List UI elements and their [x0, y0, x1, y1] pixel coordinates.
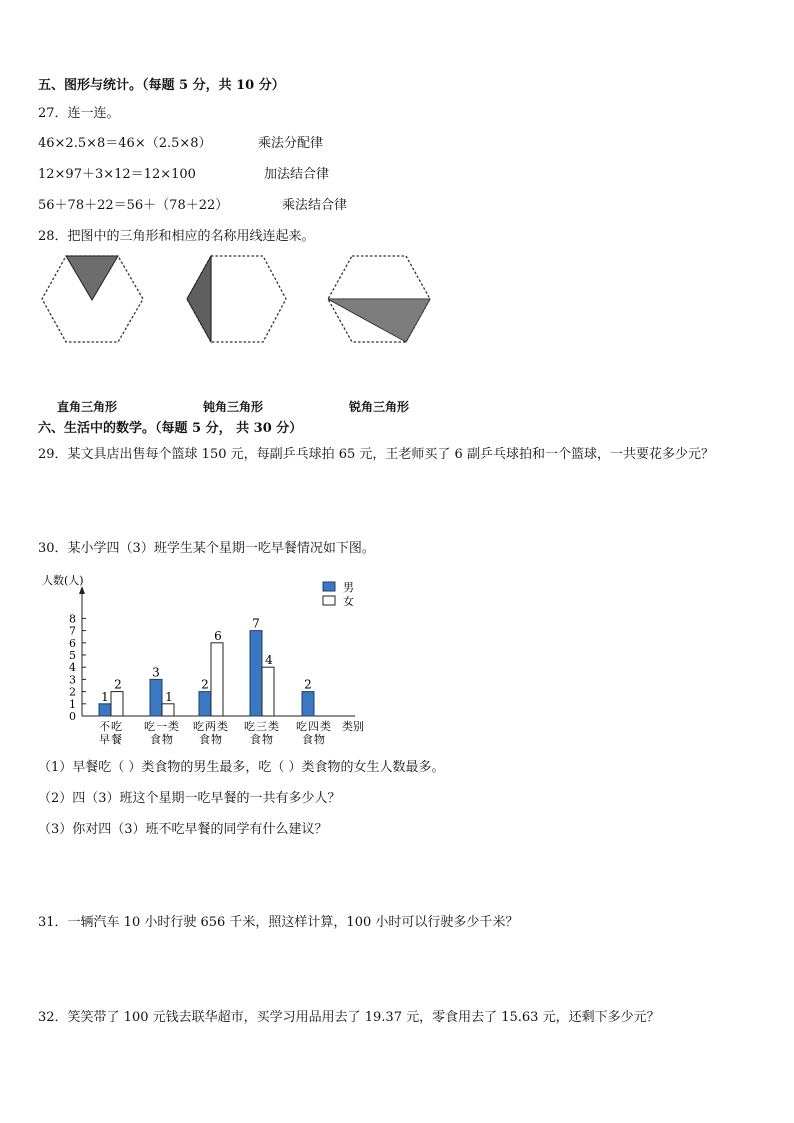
- hexagon-3: [328, 256, 430, 342]
- category-label: 食物: [250, 733, 274, 746]
- bar-label-female: 2: [114, 677, 122, 692]
- y-tick-label: 8: [69, 612, 76, 626]
- bar-female: [211, 643, 223, 716]
- q31-text: 31．一辆汽车 10 小时行驶 656 千米，照这样计算，100 小时可以行驶多少千米？: [38, 915, 519, 930]
- y-axis-label: 人数(人): [42, 574, 84, 587]
- q27-expr-1: 46×2.5×8＝46×（2.5×8）: [38, 136, 212, 151]
- q27-expr-3: 56＋78＋22＝56＋（78＋22）: [38, 198, 229, 213]
- category-label: 食物: [302, 733, 326, 746]
- legend-label-male: 男: [343, 581, 354, 594]
- category-label: 食物: [150, 733, 174, 746]
- q32-text: 32．笑笑带了 100 元钱去联华超市，买学习用品用去了 19.37 元，零食用去了 15.63 元，还剩下多少元？: [38, 1010, 660, 1025]
- q30-stem: 30．某小学四（3）班学生某个星期一吃早餐情况如下图。: [38, 541, 375, 556]
- bar-male: [99, 704, 111, 716]
- q27-law-2: 加法结合律: [264, 167, 330, 182]
- q28-stem: 28．把图中的三角形和相应的名称用线连起来。: [38, 229, 315, 244]
- q30-sub1: （1）早餐吃（ ）类食物的男生最多，吃（ ）类食物的女生人数最多。: [38, 760, 445, 775]
- hexagon-2: [187, 256, 286, 342]
- bar-female: [111, 692, 123, 716]
- bar-label-male: 2: [201, 677, 209, 692]
- bar-label-female: 1: [165, 689, 173, 704]
- label-acute-triangle: 锐角三角形: [349, 400, 410, 414]
- bar-female: [162, 704, 174, 716]
- y-tick-label: 7: [69, 624, 76, 638]
- legend-label-female: 女: [343, 595, 354, 608]
- q27-law-3: 乘法结合律: [282, 198, 348, 213]
- bar-male: [199, 692, 211, 716]
- legend-swatch-female: [323, 596, 335, 605]
- bar-label-male: 1: [101, 689, 109, 704]
- category-label: 吃三类: [244, 720, 280, 733]
- q27-law-1: 乘法分配律: [258, 136, 324, 151]
- category-label: 不吃: [99, 720, 123, 733]
- bar-label-male: 2: [304, 677, 312, 692]
- bar-male: [250, 631, 262, 716]
- category-label: 食物: [199, 733, 223, 746]
- label-obtuse-triangle: 钝角三角形: [203, 400, 264, 414]
- section5-title: 五、图形与统计。（每题 5 分，共 10 分）: [38, 78, 285, 93]
- section6-title: 六、生活中的数学。（每题 5 分， 共 30 分）: [38, 421, 303, 436]
- right-triangle-shaded: [66, 256, 118, 300]
- y-tick-label: 0: [69, 710, 76, 723]
- q27-expr-2: 12×97＋3×12＝12×100: [38, 167, 196, 182]
- bar-label-female: 6: [214, 628, 222, 643]
- bar-label-male: 3: [152, 665, 160, 680]
- y-axis-arrow: [79, 586, 85, 594]
- q28-hexagon-figures: [40, 254, 440, 346]
- q30-sub2: （2）四（3）班这个星期一吃早餐的一共有多少人？: [38, 791, 341, 806]
- bar-female: [262, 667, 274, 716]
- q27-stem: 27．连一连。: [38, 106, 120, 121]
- legend-swatch-male: [323, 582, 335, 591]
- category-label: 吃四类: [296, 720, 332, 733]
- bar-male: [150, 679, 162, 716]
- label-right-triangle: 直角三角形: [57, 400, 118, 414]
- bar-label-male: 7: [252, 616, 260, 631]
- bar-label-female: 4: [265, 653, 273, 668]
- category-label: 吃两类: [193, 720, 229, 733]
- q29-text: 29．某文具店出售每个篮球 150 元，每副乒乓球拍 65 元，王老师买了 6 副乒乓球拍和一个篮球，一共要花多少元？: [38, 447, 714, 462]
- obtuse-triangle-shaded: [187, 256, 211, 342]
- q30-sub3: （3）你对四（3）班不吃早餐的同学有什么建议？: [38, 822, 328, 837]
- bar-male: [302, 692, 314, 716]
- y-tick-label: 5: [69, 649, 76, 662]
- y-tick-label: 3: [69, 673, 76, 687]
- breakfast-bar-chart: [40, 572, 380, 750]
- hexagon-1: [42, 256, 143, 342]
- y-tick-label: 2: [69, 685, 76, 699]
- x-axis-label: 类别: [342, 720, 364, 733]
- category-label: 早餐: [99, 733, 123, 746]
- y-tick-label: 1: [69, 697, 76, 711]
- y-tick-label: 6: [69, 636, 76, 650]
- y-tick-label: 4: [69, 661, 76, 675]
- category-label: 吃一类: [144, 720, 180, 733]
